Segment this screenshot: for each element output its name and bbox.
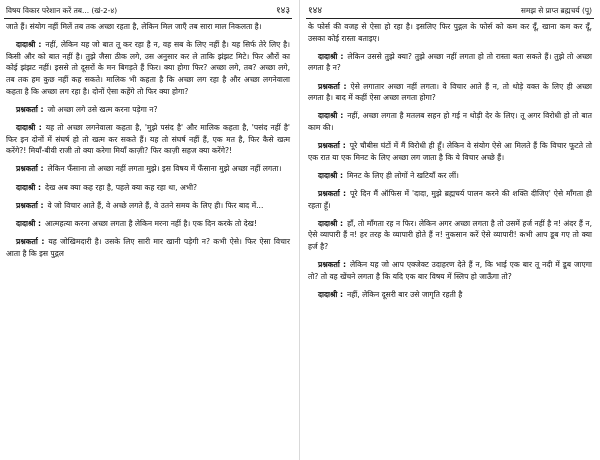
paragraph-text: नहीं, लेकिन यह जो बात तू कर रहा है न, वह सब के लिए नहीं है। यह सिर्फ तेरे लिए है। किसी और को बात नहीं है। तुझे जैसा ठीक लगे, उस अनुसार कर ले ताकि झंझट मिटे। फिर औरों का कोई झंझट नहीं। इससे तो दूसरों के मन बिगड़ते हैं फिर। क्या होगा फिर? अच्छा लगे, तब? अच्छा लगे, तब तक हम कुछ नहीं कह सकते। मालिक भी कहता है कि अच्छा लग रहा है और अच्छा लगनेवाला कहता है कि अच्छा लग रहा है। दोनों ऐसा कहेंगे तो फिर क्या होगा? [6,40,290,96]
right-page-body [306,19,594,301]
paragraph-text: हाँ, तो माँगता रह न फिर। लेकिन अगर अच्छा लगता है तो उसमें हर्ज नहीं है न! अंदर हैं न, ऐसे व्यापारी हैं न! हर तरह के व्यापारी होते हैं न! नुकसान करें ऐसे व्यापारी! कभी आप डूब गए तो क्या हर्ज है? [308,218,592,252]
paragraph-text: लेकिन उससे तुझे क्या? तुझे अच्छा नहीं लगता हो तो रास्ता बता सकते हैं। तुझे तो अच्छा लगता है न? [308,51,592,73]
paragraph [6,122,290,157]
left-page [4,0,292,460]
speaker-label: प्रश्नकर्ता : [318,189,346,199]
paragraph-text: देख अब क्या कह रहा है, पहले क्या कह रहा था, अभी? [45,182,198,192]
speaker-label: प्रश्नकर्ता : [16,164,44,174]
paragraph [308,81,592,104]
paragraph [308,259,592,282]
speaker-label: दादाश्री : [16,40,42,50]
speaker-label: दादाश्री : [16,182,42,192]
right-page-number: १४४ [308,6,323,16]
paragraph [308,21,592,44]
paragraph [308,170,592,182]
paragraph [308,188,592,211]
speaker-label: दादाश्री : [318,51,344,61]
left-page-header [4,0,292,19]
left-running-title: विषय विकार परेशान करें तब... (खं-2-४) [6,6,118,15]
right-running-title: समझ से प्राप्त ब्रह्मचर्य (पू) [520,6,592,15]
paragraph-text: आत्महत्या करना अच्छा लगता है लेकिन मरना नहीं है। एक दिन करके तो देख! [45,218,257,228]
right-page [306,0,594,460]
speaker-label: दादाश्री : [16,122,42,132]
paragraph [6,218,290,230]
paragraph-text: पूरे दिन मैं ऑफिस में 'दादा, मुझे ब्रह्मचर्य पालन करने की शक्ति दीजिए' ऐसे माँगता ही रहता हूँ। [308,189,592,210]
paragraph [308,218,592,253]
paragraph-text: ऐसे लगातार अच्छा नहीं लगता। वे विचार आते हैं न, तो थोड़े वक्त के लिए ही अच्छा लगता है। बाद में कहीं ऐसा अच्छा लगता होगा? [308,81,593,103]
paragraph [308,140,592,163]
left-page-body [4,19,292,259]
paragraph-text: नहीं, अच्छा लगता है मतलब सहन हो गई न थोड़ी देर के लिए। तू अगर विरोधी हो तो बात काम की। [308,111,592,132]
speaker-label: दादाश्री : [318,170,344,180]
paragraph [6,182,290,194]
paragraph-text: मिनट के लिए ही लोगों ने खटियाँ कर लीं। [347,170,459,180]
paragraph-text: नहीं, लेकिन दूसरी बार उसे जागृति रहती है [347,290,463,300]
speaker-label: प्रश्नकर्ता : [318,141,346,151]
paragraph-text: जाते हैं। संयोग नहीं मिलें तब तक अच्छा रहता है, लेकिन मिल जाएँ तब सारा माल निकलता है। [6,22,262,31]
right-page-header [306,0,594,19]
paragraph [6,21,290,33]
speaker-label: प्रश्नकर्ता : [16,200,44,210]
speaker-label: प्रश्नकर्ता : [318,260,346,270]
speaker-label: दादाश्री : [318,290,344,300]
paragraph [6,200,290,212]
paragraph-text: जो अच्छा लगे उसे खत्म करना पड़ेगा न? [47,104,158,114]
speaker-label: प्रश्नकर्ता : [16,237,45,247]
paragraph [6,39,290,97]
paragraph-text: वे जो विचार आते हैं, वे अच्छे लगते हैं, वे उतने समय के लिए ही। फिर बाद में... [47,200,264,210]
speaker-label: दादाश्री : [318,111,344,121]
paragraph-text: यह जोखिमदारी है। उसके लिए सारी मार खानी पड़ेगी न? कभी ऐसे। फिर ऐसा विचार आता है कि इस पुद्गल [6,237,291,258]
paragraph-text: यह तो अच्छा लगनेवाला कहता है, 'मुझे पसंद है' और मालिक कहता है, 'पसंद नहीं है' फिर इन दोनों में संघर्ष हो तो खत्म कर सकते हैं। यह तो संघर्ष नहीं हैं, एक मत है, फिर कैसे खत्म करेंगे?! मियाँ-बीवी राजी तो क्या करेगा मियाँ काज़ी? फिर काज़ी सहज क्या करेंगे?! [6,122,290,156]
paragraph [308,110,592,133]
page-gutter [299,0,300,460]
paragraph [308,289,592,301]
paragraph [6,104,290,116]
paragraph [6,236,290,259]
paragraph [6,163,290,175]
paragraph [308,51,592,74]
speaker-label: प्रश्नकर्ता : [16,104,44,114]
paragraph-text: लेकिन फँसाना तो अच्छा नहीं लगता मुझे। इस विषय में फँसाना मुझे अच्छा नहीं लगता। [47,164,282,174]
speaker-label: दादाश्री : [318,218,344,228]
paragraph-text: पूरे चौबीस घंटों में मैं विरोधी ही हूँ। लेकिन वे संयोग ऐसे आ मिलते हैं कि विचार फूटते तो एक रात या एक मिनट के लिए अच्छा लग जाता है कि ये विचार अच्छे हैं। [308,141,592,162]
paragraph-text: लेकिन यह जो आप एक्जेक्ट उदाहरण देते हैं न, कि भाई एक बार तू नदी में डूब जाएगा तो? तो वह खेंचने लगता है कि यदि एक बार विषय में स्लिप हो जाऊँगा तो? [308,260,592,281]
paragraph-text: के फोर्स की वजह से ऐसा हो रहा है। इसलिए फिर पुद्गल के फोर्स को कम कर दूँ, खाना कम कर दूँ, उसका कोई रास्ता बताइए। [308,22,592,43]
left-page-number: १४३ [275,6,290,16]
speaker-label: प्रश्नकर्ता : [318,81,347,91]
speaker-label: दादाश्री : [16,218,42,228]
